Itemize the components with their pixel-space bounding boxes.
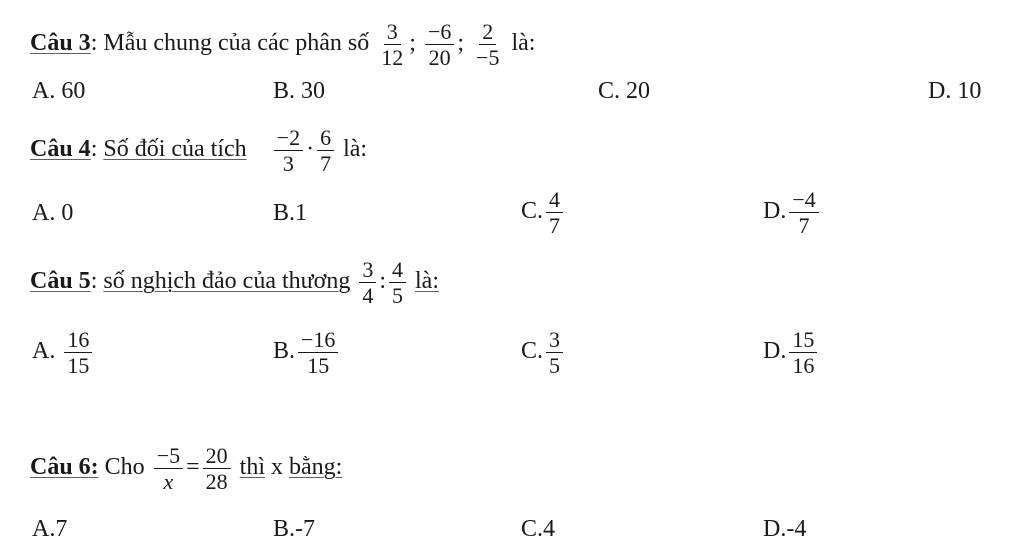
q4-option-d: D. $\frac{-4}{7}$ — [763, 188, 822, 237]
question-3-colon: : — [90, 30, 98, 57]
question-6-tail-c: bằng: — [289, 454, 343, 481]
question-4-text: Số đối của tích — [103, 136, 247, 163]
question-5-label: Câu 5 — [30, 268, 91, 295]
q6-option-b: B.-7 — [273, 516, 315, 542]
question-4-label: Câu 4 — [30, 136, 91, 163]
q3-fraction-1: $\frac{3}{12}$ — [381, 19, 404, 71]
q3-option-c: C. 20 — [598, 78, 651, 104]
q5-option-c: C. $\frac{3}{5}$ — [521, 328, 566, 377]
q5-fraction-1: $\frac{3}{4}$ — [359, 258, 376, 307]
question-3-tail: là: — [511, 30, 536, 57]
q4-option-b: B.1 — [273, 200, 308, 226]
q3-option-a: A. 60 — [32, 78, 86, 104]
question-4-colon: : — [90, 136, 98, 163]
question-6-tail-b: x — [271, 454, 283, 481]
q3-fraction-2: $\frac{-6}{20}$ — [425, 20, 454, 69]
question-3-label: Câu 3 — [30, 30, 91, 57]
q4-option-c: C. $\frac{4}{7}$ — [521, 188, 566, 237]
q3-fraction-3: $\frac{2}{-5}$ — [476, 19, 500, 71]
question-6-label: Câu 6: — [30, 454, 99, 481]
q4-option-a: A. 0 — [32, 200, 74, 226]
q5-option-b: B. $\frac{-16}{15}$ — [273, 328, 341, 377]
question-4-tail: là: — [343, 136, 368, 163]
question-3-text: Mẫu chung của các phân số — [103, 30, 370, 57]
q6-option-d: D.-4 — [763, 516, 807, 542]
question-6-line — [30, 444, 342, 493]
question-5-line — [30, 258, 439, 307]
q3-separator-1: ; — [409, 30, 416, 57]
q3-option-d: D. 10 — [928, 78, 982, 104]
q6-fraction-2: $\frac{20}{28}$ — [203, 444, 231, 493]
q5-fraction-2: $\frac{4}{5}$ — [389, 258, 406, 307]
question-6-tail-a: thì — [239, 454, 265, 481]
q5-divide-sign: : — [379, 268, 387, 295]
q4-fraction-2: $\frac{6}{7}$ — [317, 126, 334, 175]
q4-fraction-1: $\frac{-2}{3}$ — [274, 126, 303, 175]
question-6-text: Cho — [104, 454, 145, 481]
q6-fraction-1: $\frac{-5}{x}$ — [154, 444, 183, 493]
q4-multiply-dot: · — [306, 136, 315, 163]
q6-option-a: A.7 — [32, 516, 68, 542]
question-5-colon: : — [90, 268, 98, 295]
question-5-text: số nghịch đảo của thương — [103, 268, 351, 295]
q3-option-b: B. 30 — [273, 78, 326, 104]
q3-separator-2: ; — [457, 30, 465, 57]
q6-equals-sign: = — [186, 454, 200, 481]
q6-option-c: C.4 — [521, 516, 556, 542]
question-3-line — [30, 20, 535, 69]
question-5-tail: là: — [415, 268, 440, 295]
q5-option-d: D. $\frac{15}{16}$ — [763, 328, 820, 377]
question-4-line — [30, 126, 367, 175]
q5-option-a: A. $\frac{16}{15}$ — [32, 328, 95, 377]
